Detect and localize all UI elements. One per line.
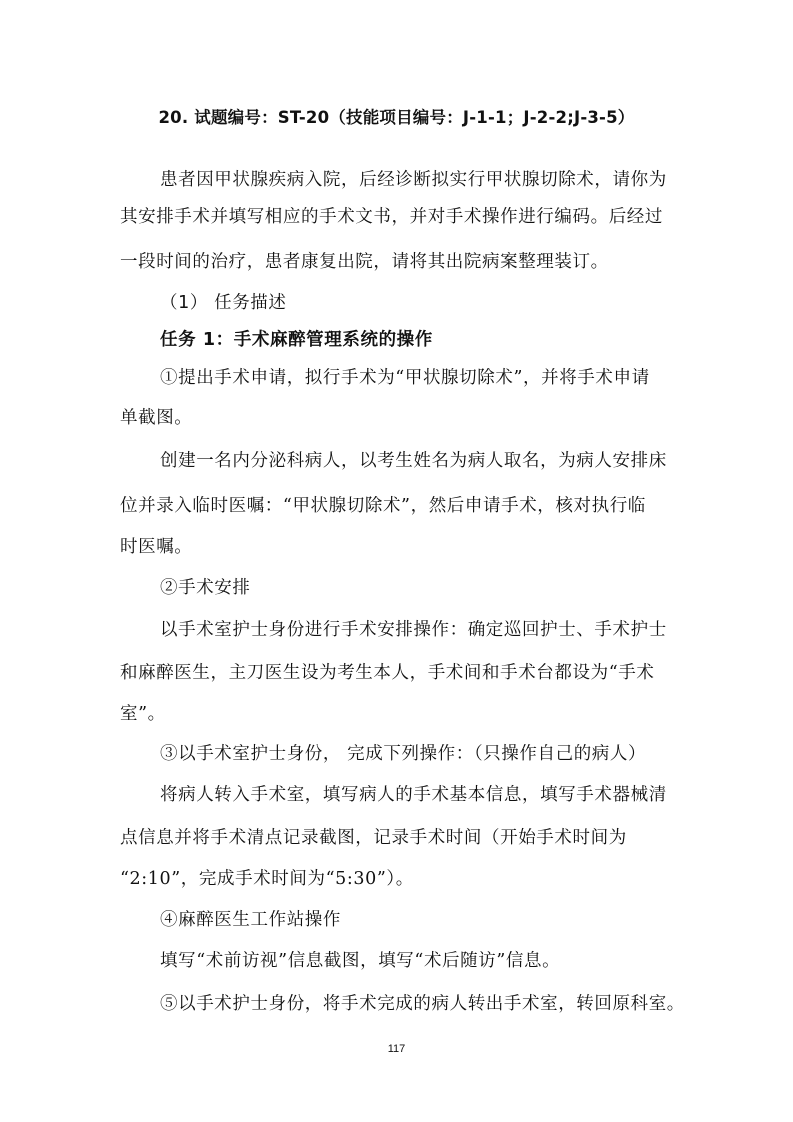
step4-body: 填写“术前访视”信息截图，填写“术后随访”信息。	[160, 951, 561, 971]
step5-heading: ⑤以手术护士身份，将手术完成的病人转出手术室，转回原科室。	[160, 994, 685, 1014]
intro-line-3: 一段时间的治疗，患者康复出院，请将其出院病案整理装订。	[120, 252, 609, 272]
step2-heading: ②手术安排	[160, 578, 251, 598]
step3-body-line-3: “2:10”，完成手术时间为“5:30”）。	[120, 869, 414, 889]
step3-heading: ③以手术室护士身份， 完成下列操作：（只操作自己的病人）	[160, 744, 647, 764]
section-heading: （1） 任务描述	[160, 293, 287, 313]
step2-body-line-3: 室”。	[120, 704, 166, 724]
step2-body-line-2: 和麻醉医生，主刀医生设为考生本人，手术间和手术台都设为“手术	[120, 663, 655, 683]
step1-body-line-1: 创建一名内分泌科病人，以考生姓名为病人取名，为病人安排床	[160, 451, 667, 471]
intro-line-1: 患者因甲状腺疾病入院，后经诊断拟实行甲状腺切除术，请你为	[160, 170, 667, 190]
intro-line-2: 其安排手术并填写相应的手术文书，并对手术操作进行编码。后经过	[120, 207, 663, 227]
step3-body-line-2: 点信息并将手术清点记录截图，记录手术时间（开始手术时间为	[120, 828, 627, 848]
step1-heading-line-1: ①提出手术申请，拟行手术为“甲状腺切除术”，并将手术申请	[160, 368, 650, 388]
step1-body-line-2: 位并录入临时医嘱：“甲状腺切除术”，然后申请手术，核对执行临	[120, 496, 646, 516]
step1-heading-line-2: 单截图。	[120, 408, 193, 428]
task-heading: 任务 1：手术麻醉管理系统的操作	[160, 330, 433, 350]
page-number: 117	[387, 1043, 406, 1055]
step3-body-line-1: 将病人转入手术室，填写病人的手术基本信息，填写手术器械清	[160, 785, 667, 805]
step1-body-line-3: 时医嘱。	[120, 537, 193, 557]
step2-body-line-1: 以手术室护士身份进行手术安排操作：确定巡回护士、手术护士	[160, 620, 667, 640]
page-title: 20. 试题编号：ST-20（技能项目编号：J-1-1；J-2-2;J-3-5）	[158, 108, 635, 127]
step4-heading: ④麻醉医生工作站操作	[160, 910, 341, 930]
